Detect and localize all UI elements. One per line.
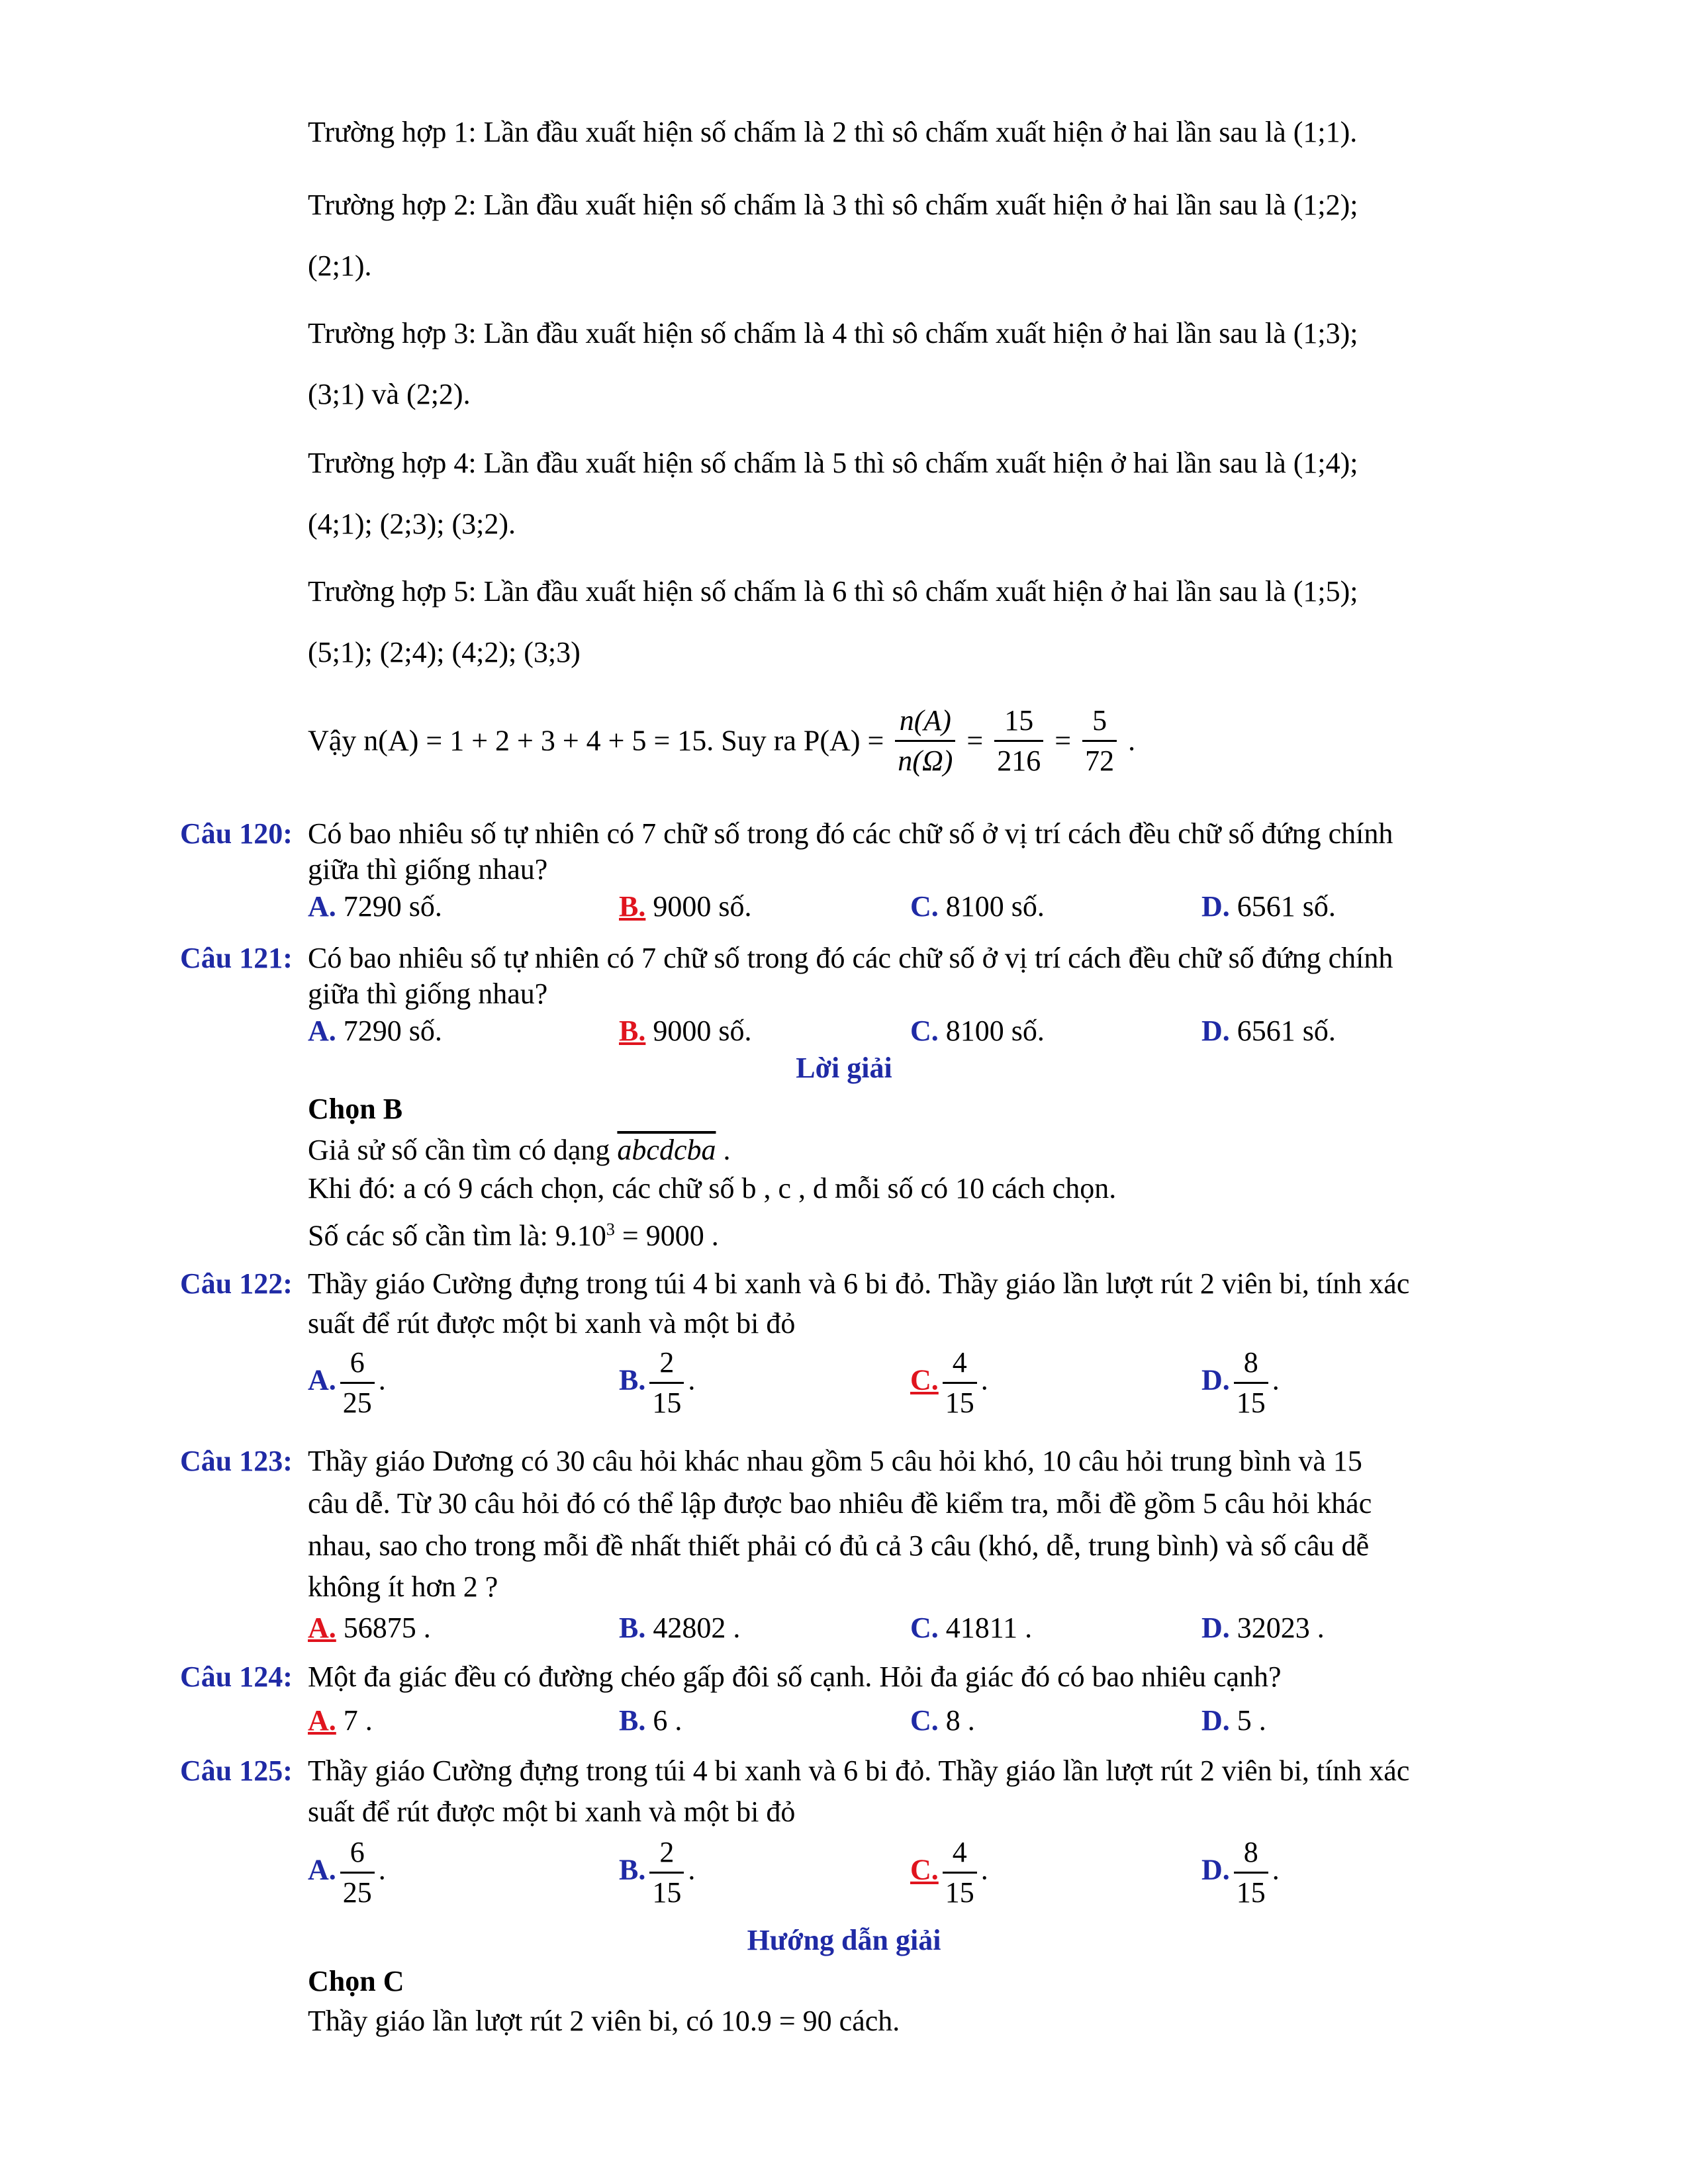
fraction-5-72 bbox=[1082, 702, 1117, 780]
q122-b-num: 2 bbox=[659, 1346, 675, 1379]
q121-option-b-letter: B. bbox=[619, 1015, 646, 1047]
q121-solution-line-1 bbox=[308, 1132, 730, 1169]
q122-d-den: 15 bbox=[1234, 1382, 1268, 1422]
q124-option-c-text: 8 . bbox=[945, 1704, 975, 1737]
question-123-text: Thầy giáo Dương có 30 câu hỏi khác nhau gồm 5 câu hỏi khó, 10 câu hỏi trung bình và 15 bbox=[308, 1445, 1362, 1477]
q125-d-den: 15 bbox=[1234, 1872, 1268, 1912]
q120-option-d-text: 6561 số. bbox=[1237, 890, 1336, 923]
q125-option-a: A. $\frac{6}{25}$ . bbox=[308, 1833, 386, 1912]
q122-option-a: A. $\frac{6}{25}$ . bbox=[308, 1343, 386, 1422]
q125-solution-line-1: Thầy giáo lần lượt rút 2 viên bi, có 10.9 = 90 cách. bbox=[308, 2005, 900, 2037]
fraction-15-216 bbox=[994, 702, 1043, 780]
q121-option-a-text: 7290 số. bbox=[343, 1015, 442, 1047]
q121-s1-prefix: Giả sử số cần tìm có dạng bbox=[308, 1134, 610, 1166]
q125-c-num: 4 bbox=[952, 1836, 967, 1868]
q123-option-c-letter: C. bbox=[910, 1612, 939, 1644]
case-2-cont: (2;1). bbox=[308, 250, 372, 282]
question-123-text-3: nhau, sao cho trong mỗi đề nhất thiết phải có đủ cả 3 câu (khó, dễ, trung bình) và số câu dễ bbox=[308, 1529, 1370, 1562]
q121-solution-line-2: Khi đó: a có 9 cách chọn, các chữ số b , c , d mỗi số có 10 cách chọn. bbox=[308, 1172, 1117, 1205]
equals-sign: = bbox=[966, 724, 984, 757]
q120-option-b-letter: B. bbox=[619, 890, 646, 923]
q121-option-d-text: 6561 số. bbox=[1237, 1015, 1336, 1047]
question-121-label: Câu 121: bbox=[180, 942, 293, 974]
q123-option-d bbox=[1201, 1610, 1325, 1647]
q125-option-c: C. $\frac{4}{15}$ . bbox=[910, 1833, 988, 1912]
q123-option-b-text: 42802 . bbox=[653, 1612, 741, 1644]
choice-125: Chọn C bbox=[308, 1965, 404, 1997]
q125-option-b-letter: B. bbox=[619, 1853, 646, 1886]
q122-a-num: 6 bbox=[350, 1346, 365, 1379]
question-121-text: Có bao nhiêu số tự nhiên có 7 chữ số trong đó các chữ số ở vị trí cách đều chữ số đứng chính bbox=[308, 942, 1393, 974]
case-4-cont: (4;1); (2;3); (3;2). bbox=[308, 508, 516, 540]
question-120-text-cont: giữa thì giống nhau? bbox=[308, 853, 548, 886]
frac2-denominator: 216 bbox=[994, 740, 1043, 780]
q124-option-c-letter: C. bbox=[910, 1704, 939, 1737]
q124-option-c bbox=[910, 1702, 975, 1739]
q122-option-d-letter: D. bbox=[1201, 1363, 1230, 1396]
conclusion-prefix: Vậy n(A) = 1 + 2 + 3 + 4 + 5 = 15. Suy ra P(A) = bbox=[308, 724, 884, 757]
q125-option-b: B. $\frac{2}{15}$ . bbox=[619, 1833, 695, 1912]
case-3-cont: (3;1) và (2;2). bbox=[308, 378, 471, 410]
q121-option-c bbox=[910, 1013, 1045, 1050]
q122-option-c-letter: C. bbox=[910, 1363, 939, 1396]
q123-option-b-letter: B. bbox=[619, 1612, 646, 1644]
q121-option-c-text: 8100 số. bbox=[945, 1015, 1045, 1047]
q121-option-d-letter: D. bbox=[1201, 1015, 1230, 1047]
question-125-text: Thầy giáo Cường đựng trong túi 4 bi xanh và 6 bi đỏ. Thầy giáo lần lượt rút 2 viên bi, tính xác bbox=[308, 1754, 1410, 1787]
q125-option-c-letter: C. bbox=[910, 1853, 939, 1886]
q123-option-a bbox=[308, 1610, 431, 1647]
q122-d-num: 8 bbox=[1243, 1346, 1258, 1379]
question-125-text-cont: suất để rút được một bi xanh và một bi đỏ bbox=[308, 1796, 796, 1828]
q124-option-a-text: 7 . bbox=[343, 1704, 373, 1737]
q123-option-b bbox=[619, 1610, 740, 1647]
question-124-label: Câu 124: bbox=[180, 1661, 293, 1693]
q121-s1-end: . bbox=[723, 1134, 731, 1166]
q125-c-den: 15 bbox=[943, 1872, 977, 1912]
q120-option-a-text: 7290 số. bbox=[343, 890, 442, 923]
q122-option-a-letter: A. bbox=[308, 1363, 336, 1396]
frac1-denominator: n(Ω) bbox=[895, 740, 955, 780]
q122-option-d: D. $\frac{8}{15}$ . bbox=[1201, 1343, 1280, 1422]
q121-s3-prefix: Số các số cần tìm là: 9.10 bbox=[308, 1219, 606, 1252]
case-3-line: Trường hợp 3: Lần đầu xuất hiện số chấm là 4 thì sô chấm xuất hiện ở hai lần sau là (1;3); bbox=[308, 317, 1358, 349]
q124-option-d bbox=[1201, 1702, 1266, 1739]
conclusion-line bbox=[308, 702, 1135, 780]
q124-option-b-letter: B. bbox=[619, 1704, 646, 1737]
q122-a-den: 25 bbox=[340, 1382, 375, 1422]
q125-b-den: 15 bbox=[649, 1872, 684, 1912]
solution-heading-121: Lời giải bbox=[796, 1052, 892, 1084]
conclusion-end: . bbox=[1128, 724, 1136, 757]
solution-heading-125: Hướng dẫn giải bbox=[747, 1924, 941, 1956]
question-122-text: Thầy giáo Cường đựng trong túi 4 bi xanh và 6 bi đỏ. Thầy giáo lần lượt rút 2 viên bi, tính xác bbox=[308, 1267, 1410, 1300]
q120-option-c bbox=[910, 888, 1045, 925]
q124-option-a-letter: A. bbox=[308, 1704, 336, 1737]
question-123-label: Câu 123: bbox=[180, 1445, 293, 1477]
q121-solution-line-3 bbox=[308, 1211, 719, 1255]
fraction-nA-nOmega bbox=[895, 702, 955, 780]
q121-option-a-letter: A. bbox=[308, 1015, 336, 1047]
q121-s3-suffix: = 9000 . bbox=[614, 1219, 719, 1252]
question-120-text: Có bao nhiêu số tự nhiên có 7 chữ số trong đó các chữ số ở vị trí cách đều chữ số đứng chính bbox=[308, 817, 1393, 850]
q120-option-b-text: 9000 số. bbox=[653, 890, 752, 923]
question-122-text-cont: suất để rút được một bi xanh và một bi đỏ bbox=[308, 1307, 796, 1340]
q125-a-den: 25 bbox=[340, 1872, 375, 1912]
q123-option-a-text: 56875 . bbox=[343, 1612, 431, 1644]
q120-option-c-letter: C. bbox=[910, 890, 939, 923]
case-1-line: Trường hợp 1: Lần đầu xuất hiện số chấm là 2 thì sô chấm xuất hiện ở hai lần sau là (1;1). bbox=[308, 116, 1358, 148]
q121-option-a bbox=[308, 1013, 442, 1050]
q122-option-c: C. $\frac{4}{15}$ . bbox=[910, 1343, 988, 1422]
q120-option-a-letter: A. bbox=[308, 890, 336, 923]
q123-option-a-letter: A. bbox=[308, 1612, 336, 1644]
q125-a-num: 6 bbox=[350, 1836, 365, 1868]
equals-sign-2: = bbox=[1055, 724, 1072, 757]
case-4-line: Trường hợp 4: Lần đầu xuất hiện số chấm là 5 thì sô chấm xuất hiện ở hai lần sau là (1;4); bbox=[308, 447, 1358, 479]
question-123-text-2: câu dễ. Từ 30 câu hỏi đó có thể lập được bao nhiêu đề kiểm tra, mỗi đề gồm 5 câu hỏi khác bbox=[308, 1487, 1372, 1520]
question-125-label: Câu 125: bbox=[180, 1754, 293, 1787]
q122-option-b: B. $\frac{2}{15}$ . bbox=[619, 1343, 695, 1422]
choice-121: Chọn B bbox=[308, 1093, 403, 1125]
q120-option-c-text: 8100 số. bbox=[945, 890, 1045, 923]
question-123-text-4: không ít hơn 2 ? bbox=[308, 1570, 498, 1603]
q123-option-d-text: 32023 . bbox=[1237, 1612, 1325, 1644]
q121-s1-number: abcdcba bbox=[617, 1134, 716, 1166]
frac3-denominator: 72 bbox=[1082, 740, 1117, 780]
frac3-numerator: 5 bbox=[1092, 704, 1107, 737]
q123-option-c-text: 41811 . bbox=[945, 1612, 1033, 1644]
q121-option-c-letter: C. bbox=[910, 1015, 939, 1047]
q120-option-d bbox=[1201, 888, 1336, 925]
q120-option-b bbox=[619, 888, 751, 925]
q121-s3-exp: 3 bbox=[606, 1220, 615, 1239]
q125-d-num: 8 bbox=[1243, 1836, 1258, 1868]
question-124-text: Một đa giác đều có đường chéo gấp đôi số cạnh. Hỏi đa giác đó có bao nhiêu cạnh? bbox=[308, 1661, 1282, 1693]
frac2-numerator: 15 bbox=[1004, 704, 1034, 737]
q124-option-b bbox=[619, 1702, 682, 1739]
q122-b-den: 15 bbox=[649, 1382, 684, 1422]
q125-option-d-letter: D. bbox=[1201, 1853, 1230, 1886]
q120-option-a bbox=[308, 888, 442, 925]
case-5-line: Trường hợp 5: Lần đầu xuất hiện số chấm là 6 thì sô chấm xuất hiện ở hai lần sau là (1;5); bbox=[308, 575, 1358, 608]
q124-option-b-text: 6 . bbox=[653, 1704, 682, 1737]
q122-option-b-letter: B. bbox=[619, 1363, 646, 1396]
q125-option-a-letter: A. bbox=[308, 1853, 336, 1886]
q122-c-num: 4 bbox=[952, 1346, 967, 1379]
frac1-numerator: n(A) bbox=[899, 704, 951, 737]
q120-option-d-letter: D. bbox=[1201, 890, 1230, 923]
q122-c-den: 15 bbox=[943, 1382, 977, 1422]
q125-b-num: 2 bbox=[659, 1836, 675, 1868]
question-120-label: Câu 120: bbox=[180, 817, 293, 850]
q125-option-d: D. $\frac{8}{15}$ . bbox=[1201, 1833, 1280, 1912]
q123-option-c bbox=[910, 1610, 1032, 1647]
q124-option-d-text: 5 . bbox=[1237, 1704, 1266, 1737]
q121-option-b bbox=[619, 1013, 751, 1050]
q121-option-d bbox=[1201, 1013, 1336, 1050]
q123-option-d-letter: D. bbox=[1201, 1612, 1230, 1644]
question-122-label: Câu 122: bbox=[180, 1267, 293, 1300]
case-5-cont: (5;1); (2;4); (4;2); (3;3) bbox=[308, 636, 581, 668]
q124-option-d-letter: D. bbox=[1201, 1704, 1230, 1737]
q121-option-b-text: 9000 số. bbox=[653, 1015, 752, 1047]
question-121-text-cont: giữa thì giống nhau? bbox=[308, 978, 548, 1010]
case-2-line: Trường hợp 2: Lần đầu xuất hiện số chấm là 3 thì sô chấm xuất hiện ở hai lần sau là (1;2); bbox=[308, 189, 1358, 221]
q124-option-a bbox=[308, 1702, 373, 1739]
